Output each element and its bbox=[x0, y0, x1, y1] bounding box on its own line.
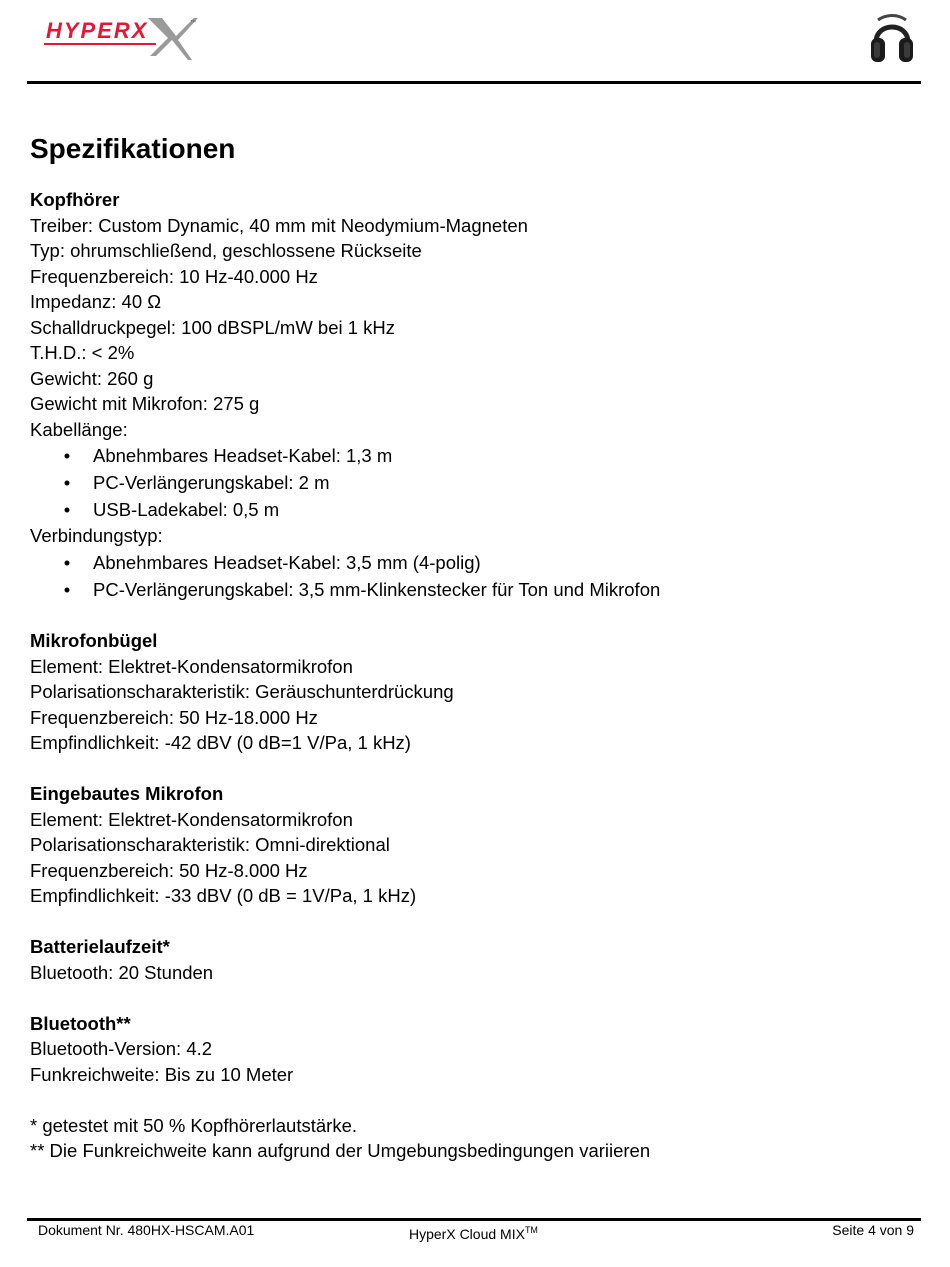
spec-line: Polarisationscharakteristik: Omni-direktional bbox=[30, 834, 390, 855]
spec-line: Empfindlichkeit: -33 dBV (0 dB = 1V/Pa, 1 kHz) bbox=[30, 885, 417, 906]
header-divider bbox=[27, 81, 921, 84]
section-heading: Mikrofonbügel bbox=[30, 630, 158, 651]
bullet-icon: • bbox=[63, 472, 71, 493]
list-item: • USB-Ladekabel: 0,5 m bbox=[30, 496, 920, 523]
svg-text:HYPERX: HYPERX bbox=[46, 18, 149, 43]
bullet-icon: • bbox=[63, 578, 71, 600]
spec-line: Gewicht: 260 g bbox=[30, 367, 154, 389]
section-heading: Eingebautes Mikrofon bbox=[30, 783, 224, 804]
bullet-icon: • bbox=[63, 551, 71, 573]
spec-line: Schalldruckpegel: 100 dBSPL/mW bei 1 kHz bbox=[30, 316, 396, 338]
section-heading: Batterielaufzeit* bbox=[30, 936, 170, 957]
spec-line: T.H.D.: < 2% bbox=[30, 342, 135, 363]
spec-line: Element: Elektret-Kondensatormikrofon bbox=[30, 655, 353, 677]
headset-icon bbox=[868, 12, 916, 68]
footnote: * getestet mit 50 % Kopfhörerlautstärke. bbox=[30, 1114, 358, 1136]
page-footer bbox=[38, 1221, 914, 1241]
footnote: ** Die Funkreichweite kann aufgrund der Umgebungsbedingungen variieren bbox=[30, 1140, 651, 1161]
list-item: • PC-Verlängerungskabel: 2 m bbox=[30, 469, 920, 496]
spec-line: Bluetooth: 20 Stunden bbox=[30, 961, 214, 983]
spec-line: Frequenzbereich: 50 Hz-8.000 Hz bbox=[30, 859, 308, 881]
product-name: HyperX Cloud MIX™ bbox=[409, 1225, 538, 1242]
section-builtin-mic bbox=[30, 781, 920, 909]
bullet-icon: • bbox=[63, 499, 71, 520]
section-battery bbox=[30, 934, 920, 985]
spec-line: Impedanz: 40 Ω bbox=[30, 291, 162, 312]
section-bluetooth bbox=[30, 1011, 920, 1088]
connection-type-list bbox=[30, 549, 920, 603]
spec-line: Treiber: Custom Dynamic, 40 mm mit Neodymium-Magneten bbox=[30, 214, 528, 236]
bullet-icon: • bbox=[63, 445, 71, 466]
list-item: • Abnehmbares Headset-Kabel: 3,5 mm (4-polig) bbox=[30, 549, 920, 576]
spec-line: Verbindungstyp: bbox=[30, 525, 163, 546]
spec-line: Funkreichweite: Bis zu 10 Meter bbox=[30, 1063, 294, 1085]
spec-line: Kabellänge: bbox=[30, 418, 128, 440]
cable-length-list bbox=[30, 442, 920, 523]
section-headphones bbox=[30, 187, 920, 603]
hyperx-logo-icon bbox=[44, 14, 200, 64]
page-header bbox=[0, 0, 950, 84]
spec-line: Gewicht mit Mikrofon: 275 g bbox=[30, 393, 260, 414]
section-boom-mic bbox=[30, 628, 920, 756]
page-number: Seite 4 von 9 bbox=[832, 1222, 914, 1238]
footnotes bbox=[30, 1113, 920, 1164]
trademark-mark: TM bbox=[524, 1225, 538, 1235]
document-body bbox=[30, 131, 920, 1164]
spec-line: Polarisationscharakteristik: Geräuschunterdrückung bbox=[30, 681, 454, 702]
spec-line: Frequenzbereich: 10 Hz-40.000 Hz bbox=[30, 265, 318, 287]
list-item: • PC-Verlängerungskabel: 3,5 mm-Klinkenstecker für Ton und Mikrofon bbox=[30, 576, 920, 603]
section-heading: Kopfhörer bbox=[30, 189, 120, 210]
svg-text:™: ™ bbox=[190, 20, 196, 26]
page-title: Spezifikationen bbox=[30, 133, 236, 164]
spec-line: Bluetooth-Version: 4.2 bbox=[30, 1038, 213, 1059]
spec-line: Typ: ohrumschließend, geschlossene Rückseite bbox=[30, 240, 422, 261]
spec-line: Element: Elektret-Kondensatormikrofon bbox=[30, 808, 353, 830]
spec-line: Frequenzbereich: 50 Hz-18.000 Hz bbox=[30, 706, 318, 728]
list-item: • Abnehmbares Headset-Kabel: 1,3 m bbox=[30, 442, 920, 469]
spec-line: Empfindlichkeit: -42 dBV (0 dB=1 V/Pa, 1 kHz) bbox=[30, 732, 411, 753]
document-number: Dokument Nr. 480HX-HSCAM.A01 bbox=[38, 1222, 255, 1238]
section-heading: Bluetooth** bbox=[30, 1012, 131, 1034]
